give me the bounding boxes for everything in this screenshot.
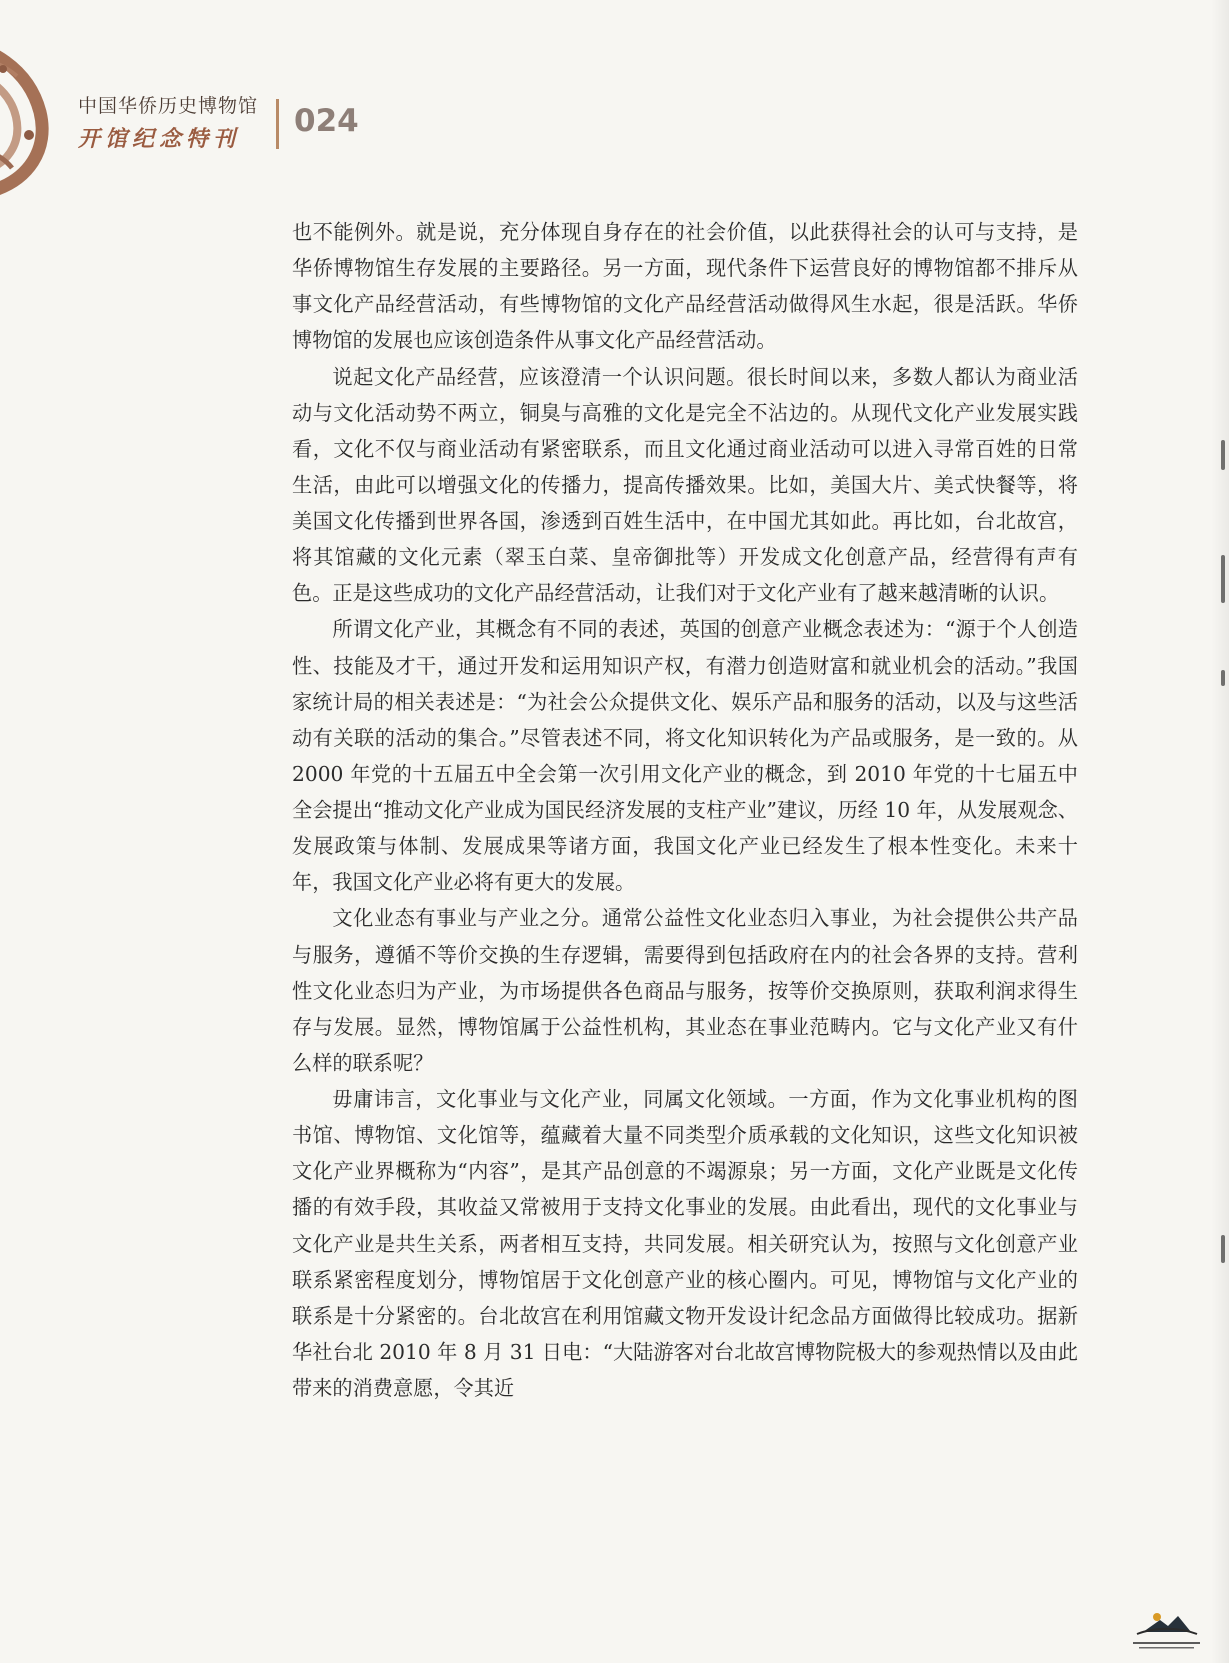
page-number: 024 (294, 103, 359, 139)
decorative-seal-ornament-icon (0, 32, 65, 197)
article-body (292, 214, 1078, 1406)
scan-edge-mark (1221, 1235, 1225, 1263)
page-header (78, 94, 258, 153)
header-divider (276, 99, 279, 149)
scan-edge-mark (1221, 555, 1225, 603)
museum-watermark-logo-icon (1121, 1607, 1211, 1653)
article-paragraph-3: 所谓文化产业，其概念有不同的表述，英国的创意产业概念表述为：“源于个人创造性、技能及才干，通过开发和运用知识产权，有潜力创造财富和就业机会的活动。”我国家统计局的相关表述是：“为社会公众提供文化、娱乐产品和服务的活动，以及与这些活动有关联的活动的集合。”尽管表述不同，将文化知识转化为产品或服务，是一致的。从 2000 年党的十五届五中全会第一次引用文化产业的概念，到 2010 年党的十七届五中全会提出“推动文化产业成为国民经济发展的支柱产业”建议，历经 10 年，从发展观念、发展政策与体制、发展成果等诸方面，我国文化产业已经发生了根本性变化。未来十年，我国文化产业必将有更大的发展。 (292, 617, 1078, 895)
article-paragraph-5: 毋庸讳言，文化事业与文化产业，同属文化领域。一方面，作为文化事业机构的图书馆、博物馆、文化馆等，蕴藏着大量不同类型介质承载的文化知识，这些文化知识被文化产业界概称为“内容”，是其产品创意的不竭源泉；另一方面，文化产业既是文化传播的有效手段，其收益又常被用于支持文化事业的发展。由此看出，现代的文化事业与文化产业是共生关系，两者相互支持，共同发展。相关研究认为，按照与文化创意产业联系紧密程度划分，博物馆居于文化创意产业的核心圈内。可见，博物馆与文化产业的联系是十分紧密的。台北故宫在利用馆藏文物开发设计纪念品方面做得比较成功。据新华社台北 2010 年 8 月 31 日电：“大陆游客对台北故宫博物院极大的参观热情以及由此带来的消费意愿，令其近 (292, 1087, 1078, 1400)
article-paragraph-4: 文化业态有事业与产业之分。通常公益性文化业态归入事业，为社会提供公共产品与服务，遵循不等价交换的生存逻辑，需要得到包括政府在内的社会各界的支持。营利性文化业态归为产业，为市场提供各色商品与服务，按等价交换原则，获取利润求得生存与发展。显然，博物馆属于公益性机构，其业态在事业范畴内。它与文化产业又有什么样的联系呢？ (292, 906, 1078, 1075)
scan-edge-mark (1221, 440, 1225, 470)
museum-name: 中国华侨历史博物馆 (78, 95, 259, 117)
publication-subtitle: 开馆纪念特刊 (78, 126, 241, 152)
article-paragraph-1: 也不能例外。就是说，充分体现自身存在的社会价值，以此获得社会的认可与支持，是华侨博物馆生存发展的主要路径。另一方面，现代条件下运营良好的博物馆都不排斥从事文化产品经营活动，有些博物馆的文化产品经营活动做得风生水起，很是活跃。华侨博物馆的发展也应该创造条件从事文化产品经营活动。 (292, 220, 1078, 353)
page-edge-shadow (1211, 0, 1229, 1663)
article-paragraph-2: 说起文化产品经营，应该澄清一个认识问题。很长时间以来，多数人都认为商业活动与文化活动势不两立，铜臭与高雅的文化是完全不沾边的。从现代文化产业发展实践看，文化不仅与商业活动有紧密联系，而且文化通过商业活动可以进入寻常百姓的日常生活，由此可以增强文化的传播力，提高传播效果。比如，美国大片、美式快餐等，将美国文化传播到世界各国，渗透到百姓生活中，在中国尤其如此。再比如，台北故宫，将其馆藏的文化元素（翠玉白菜、皇帝御批等）开发成文化创意产品，经营得有声有色。正是这些成功的文化产品经营活动，让我们对于文化产业有了越来越清晰的认识。 (292, 364, 1078, 606)
scan-edge-mark (1221, 670, 1225, 686)
